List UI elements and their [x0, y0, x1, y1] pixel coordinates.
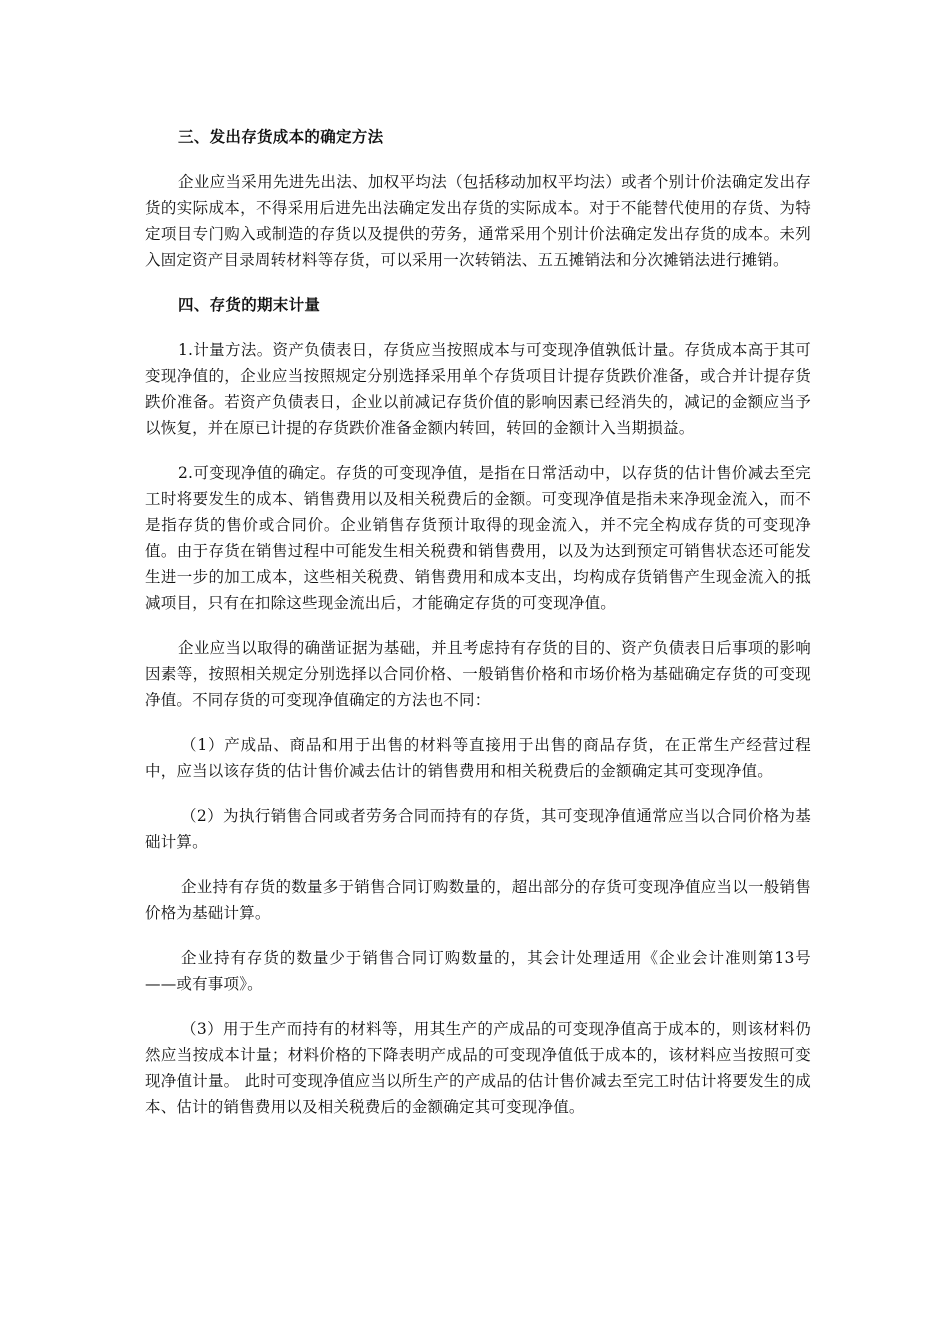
document-body [145, 124, 811, 1139]
paragraph-shortfall-quantity: 企业持有存货的数量少于销售合同订购数量的，其会计处理适用《企业会计准则第13号——或有事项》。 [145, 949, 811, 993]
paragraph-item-1: （1）产成品、商品和用于出售的材料等直接用于出售的商品存货，在正常生产经营过程中，应当以该存货的估计售价减去估计的销售费用和相关税费后的金额确定其可变现净值。 [145, 736, 811, 780]
paragraph-evidence-basis: 企业应当以取得的确凿证据为基础，并且考虑持有存货的目的、资产负债表日后事项的影响因素等，按照相关规定分别选择以合同价格、一般销售价格和市场价格为基础确定存货的可变现净值。不同存货的可变现净值确定的方法也不同： [145, 639, 811, 709]
section-heading-cost-method: 三、发出存货成本的确定方法 [178, 128, 384, 146]
paragraph-net-realizable-value: 2.可变现净值的确定。存货的可变现净值，是指在日常活动中，以存货的估计售价减去至完工时将要发生的成本、销售费用以及相关税费后的金额。可变现净值是指未来净现金流入，而不是指存货的售价或合同价。企业销售存货预计取得的现金流入，并不完全构成存货的可变现净值。由于存货在销售过程中可能发生相关税费和销售费用，以及为达到预定可销售状态还可能发生进一步的加工成本，这些相关税费、销售费用和成本支出，均构成存货销售产生现金流入的抵减项目，只有在扣除这些现金流出后，才能确定存货的可变现净值。 [145, 464, 811, 612]
section-heading-period-end: 四、存货的期末计量 [178, 296, 321, 314]
paragraph-item-3: （3）用于生产而持有的材料等，用其生产的产成品的可变现净值高于成本的，则该材料仍然应当按成本计量；材料价格的下降表明产成品的可变现净值低于成本的，该材料应当按照可变现净值计量。 此时可变现净值应当以所生产的产成品的估计售价减去至完工时估计将要发生的成本、估计的销售费用以及相关税费后的金额确定其可变现净值。 [145, 1020, 811, 1116]
paragraph-item-2: （2）为执行销售合同或者劳务合同而持有的存货，其可变现净值通常应当以合同价格为基础计算。 [145, 807, 811, 851]
paragraph-cost-method: 企业应当采用先进先出法、加权平均法（包括移动加权平均法）或者个别计价法确定发出存货的实际成本，不得采用后进先出法确定发出存货的实际成本。对于不能替代使用的存货、为特定项目专门购入或制造的存货以及提供的劳务，通常采用个别计价法确定发出存货的成本。未列入固定资产目录周转材料等存货，可以采用一次转销法、五五摊销法和分次摊销法进行摊销。 [145, 173, 811, 269]
paragraph-measurement-method: 1.计量方法。资产负债表日，存货应当按照成本与可变现净值孰低计量。存货成本高于其可变现净值的，企业应当按照规定分别选择采用单个存货项目计提存货跌价准备，或合并计提存货跌价准备。若资产负债表日，企业以前减记存货价值的影响因素已经消失的，减记的金额应当予以恢复，并在原已计提的存货跌价准备金额内转回，转回的金额计入当期损益。 [145, 341, 811, 437]
paragraph-excess-quantity: 企业持有存货的数量多于销售合同订购数量的，超出部分的存货可变现净值应当以一般销售价格为基础计算。 [145, 878, 811, 922]
